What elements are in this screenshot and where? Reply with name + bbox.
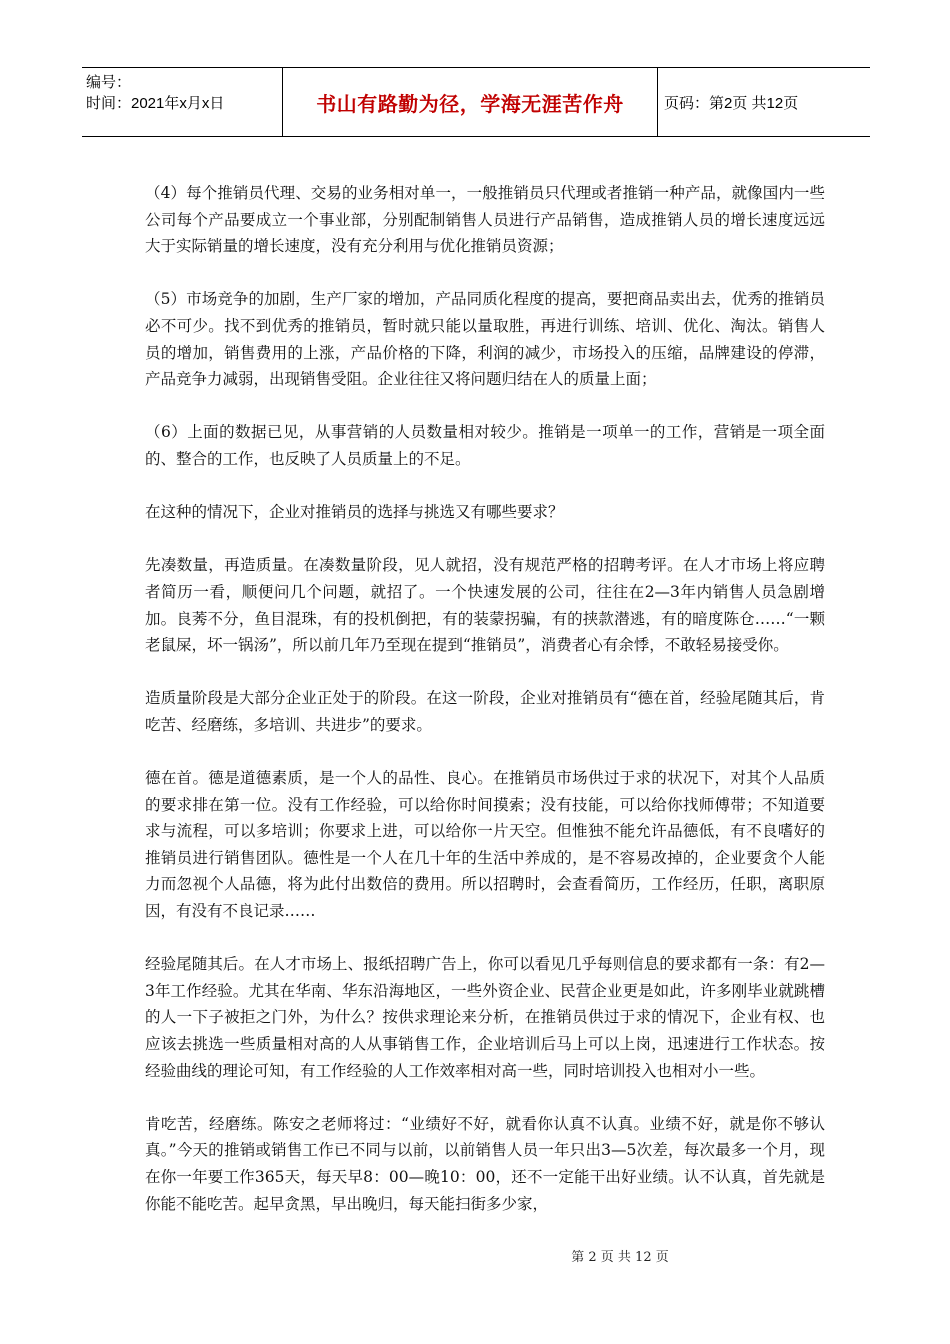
paragraph-question: 在这种的情况下，企业对推销员的选择与挑选又有哪些要求？ bbox=[145, 503, 564, 522]
paragraph-experience: 经验尾随其后。在人才市场上、报纸招聘广告上，你可以看见几乎每则信息的要求都有一条：有2—3年工作经验。尤其在华南、华东沿海地区，一些外资企业、民营企业更是如此，许多刚毕业就跳槽的人一下子被拒之门外，为什么？按供求理论来分析，在推销员供过于求的情况下，企业有权、也应该去挑选一些质量相对高的人从事销售工作，企业培训后马上可以上岗，迅速进行工作状态。按经验曲线的理论可知，有工作经验的人工作效率相对高一些，同时培训投入也相对小一些。 bbox=[145, 955, 825, 1080]
document-body bbox=[145, 180, 825, 1244]
motto-cell bbox=[282, 68, 658, 136]
motto-text: 书山有路勤为径，学海无涯苦作舟 bbox=[316, 91, 624, 116]
paragraph-6: （6）上面的数据已见，从事营销的人员数量相对较少。推销是一项单一的工作，营销是一项全面的、整合的工作，也反映了人员质量上的不足。 bbox=[145, 423, 825, 468]
paragraph-hardship: 肯吃苦，经磨练。陈安之老师将过：“业绩好不好，就看你认真不认真。业绩不好，就是你不够认真。”今天的推销或销售工作已不同与以前，以前销售人员一年只出3—5次差，每次最多一个月，现在你一年要工作365天，每天早8：00—晚10：00，还不一定能干出好业绩。认不认真，首先就是你能不能吃苦。起早贪黑，早出晚归，每天能扫街多少家， bbox=[145, 1114, 825, 1213]
paragraph-4: （4）每个推销员代理、交易的业务相对单一，一般推销员只代理或者推销一种产品，就像国内一些公司每个产品要成立一个事业部，分别配制销售人员进行产品销售，造成推销人员的增长速度远远大于实际销量的增长速度，没有充分利用与优化推销员资源； bbox=[145, 184, 825, 256]
page-info-text: 页码：第2页 共12页 bbox=[664, 94, 799, 112]
page-info-cell bbox=[658, 68, 870, 136]
paragraph-quantity-first: 先凑数量，再造质量。在凑数量阶段，见人就招，没有规范严格的招聘考评。在人才市场上将应聘者简历一看，顺便问几个问题，就招了。一个快速发展的公司，往往在2—3年内销售人员急剧增加。良莠不分，鱼目混珠，有的投机倒把，有的装蒙拐骗，有的挟款潜逃，有的暗度陈仓……“一颗老鼠屎，坏一锅汤”，所以前几年乃至现在提到“推销员”，消费者心有余悸，不敢轻易接受你。 bbox=[145, 556, 825, 655]
header-table bbox=[82, 67, 870, 137]
paragraph-quality-stage: 造质量阶段是大部分企业正处于的阶段。在这一阶段，企业对推销员有“德在首，经验尾随其后，肯吃苦、经磨练，多培训、共进步”的要求。 bbox=[145, 689, 825, 734]
paragraph-5: （5）市场竞争的加剧，生产厂家的增加，产品同质化程度的提高，要把商品卖出去，优秀的推销员必不可少。找不到优秀的推销员，暂时就只能以量取胜，再进行训练、培训、优化、淘汰。销售人员的增加，销售费用的上涨，产品价格的下降，利润的减少，市场投入的压缩，品牌建设的停滞，产品竞争力减弱，出现销售受阻。企业往往又将问题归结在人的质量上面； bbox=[145, 290, 825, 389]
page-footer: 第 2 页 共 12 页 bbox=[571, 1250, 669, 1265]
date-label: 时间：2021年x月x日 bbox=[86, 95, 225, 112]
paragraph-virtue-first: 德在首。德是道德素质，是一个人的品性、良心。在推销员市场供过于求的状况下，对其个人品质的要求排在第一位。没有工作经验，可以给你时间摸索；没有技能，可以给你找师傅带；不知道要求与流程，可以多培训；你要求上进，可以给你一片天空。但惟独不能允许品德低，有不良嗜好的推销员进行销售团队。德性是一个人在几十年的生活中养成的，是不容易改掉的，企业要贪个人能力而忽视个人品德，将为此付出数倍的费用。所以招聘时，会查看简历，工作经历，任职，离职原因，有没有不良记录…… bbox=[145, 769, 825, 921]
header-meta-cell bbox=[82, 68, 282, 136]
number-label: 编号： bbox=[86, 74, 132, 91]
